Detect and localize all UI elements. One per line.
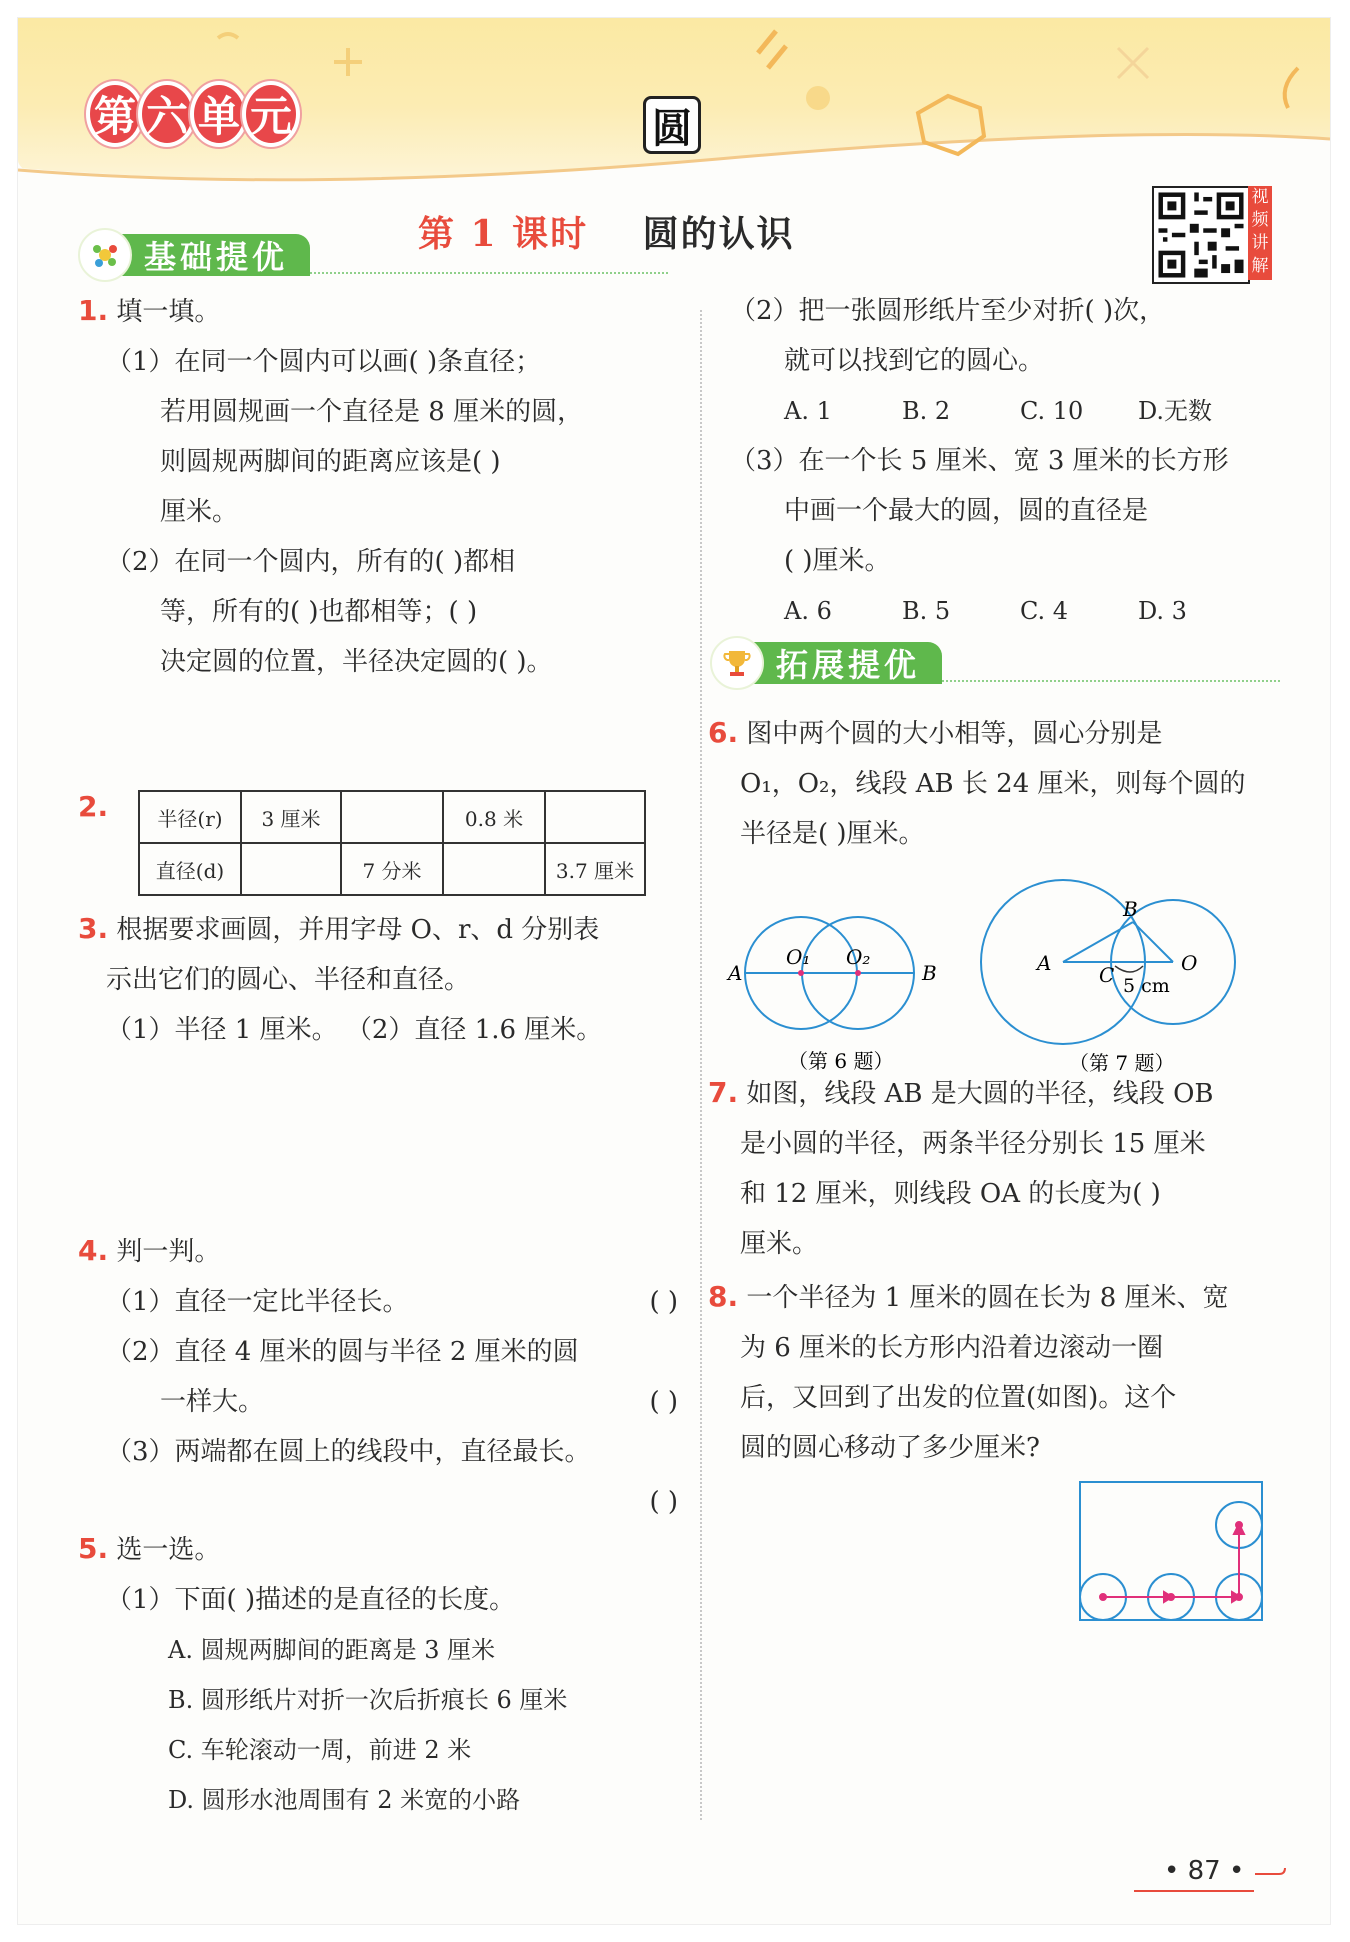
choice-option[interactable]: D. 圆形水池周围有 2 米宽的小路 — [168, 1786, 521, 1814]
table-cell[interactable] — [341, 791, 443, 843]
text-line: 半径是( )厘米。 — [740, 819, 925, 849]
section-basic-header — [78, 232, 668, 278]
label-b: B — [1123, 897, 1138, 921]
question-title: 选一选。 — [116, 1535, 221, 1565]
question-title: 填一填。 — [116, 297, 221, 327]
question-number: 1. — [78, 294, 109, 327]
text-line: （2）在同一个圆内，所有的( )都相 — [106, 547, 516, 577]
choice-option[interactable]: B. 圆形纸片对折一次后折痕长 6 厘米 — [168, 1686, 568, 1714]
radius-diameter-table — [138, 790, 646, 896]
column-divider — [700, 310, 702, 1820]
text-line: （2）把一张圆形纸片至少对折( )次， — [730, 296, 1166, 326]
text-line: 示出它们的圆心、半径和直径。 — [106, 965, 471, 995]
label-b: B — [922, 961, 937, 985]
choice-option[interactable]: D.无数 — [1138, 397, 1213, 425]
text-line: 就可以找到它的圆心。 — [784, 346, 1045, 376]
text-line: （1）在同一个圆内可以画( )条直径； — [106, 347, 542, 377]
text-line: O₁，O₂，线段 AB 长 24 厘米，则每个圆的 — [740, 769, 1246, 799]
unit-badge — [80, 78, 306, 150]
text-line: 图中两个圆的大小相等，圆心分别是 — [746, 719, 1163, 749]
choice-option[interactable]: A. 6 — [784, 597, 832, 625]
page-number-text: • 87 • — [1164, 1856, 1245, 1886]
question-3 — [78, 904, 678, 1055]
answer-paren[interactable]: ( ) — [649, 1387, 678, 1417]
q1-part1 — [78, 337, 678, 687]
text-line: 是小圆的半径，两条半径分别长 15 厘米 — [740, 1129, 1206, 1159]
question-number: 6. — [708, 716, 739, 749]
choice-option[interactable]: B. 2 — [902, 397, 951, 425]
table-cell[interactable] — [443, 843, 545, 895]
qr-code-icon[interactable] — [1152, 186, 1250, 284]
unit-topic: 圆 — [643, 96, 701, 154]
question-8 — [708, 1272, 1288, 1473]
unit-char: 第 — [90, 85, 140, 143]
judge-item: 一样大。 — [160, 1387, 265, 1417]
label-o: O — [1181, 951, 1198, 975]
unit-char: 六 — [142, 85, 192, 143]
question-number: 7. — [708, 1076, 739, 1109]
section-dotted-line — [310, 236, 668, 274]
question-number: 8. — [708, 1280, 739, 1313]
table-row — [139, 843, 645, 895]
flower-icon — [78, 228, 132, 282]
question-5 — [78, 1524, 678, 1825]
label-o2: O₂ — [846, 945, 871, 969]
judge-item: （3）两端都在圆上的线段中，直径最长。 — [106, 1437, 591, 1467]
label-o1: O₁ — [786, 945, 811, 969]
lesson-title: 圆的认识 — [642, 213, 795, 255]
text-line: 根据要求画圆，并用字母 O、r、d 分别表 — [116, 915, 600, 945]
question-title: 判一判。 — [116, 1237, 221, 1267]
unit-char: 元 — [246, 85, 296, 143]
choice-option[interactable]: C. 10 — [1020, 397, 1084, 425]
text-line: 后，又回到了出发的位置(如图)。这个 — [740, 1383, 1177, 1413]
video-explain-tag[interactable] — [1248, 186, 1272, 280]
choice-option[interactable]: A. 圆规两脚间的距离是 3 厘米 — [168, 1636, 496, 1664]
answer-paren[interactable]: ( ) — [649, 1287, 678, 1317]
label-a: A — [728, 961, 743, 985]
choice-option[interactable]: C. 4 — [1020, 597, 1069, 625]
table-cell[interactable] — [241, 843, 341, 895]
text-line: （3）在一个长 5 厘米、宽 3 厘米的长方形 — [730, 446, 1229, 476]
video-tag-char: 频 — [1251, 210, 1269, 230]
table-cell: 3 厘米 — [241, 791, 341, 843]
choice-option[interactable]: D. 3 — [1138, 597, 1187, 625]
text-line: 等，所有的( )也都相等；( ) — [160, 597, 478, 627]
label-c: C — [1099, 963, 1115, 987]
text-line: （1）下面( )描述的是直径的长度。 — [106, 1585, 516, 1615]
question-number: 2. — [78, 790, 109, 823]
question-1 — [78, 286, 678, 687]
question-number: 3. — [78, 912, 109, 945]
table-cell: 7 分米 — [341, 843, 443, 895]
text-line: 圆的圆心移动了多少厘米? — [740, 1433, 1040, 1463]
judge-item: （1）直径一定比半径长。 — [106, 1287, 409, 1317]
section-extend-label: 拓展提优 — [752, 642, 942, 684]
path-arrows — [1100, 1522, 1244, 1602]
label-length: 5 cm — [1123, 975, 1170, 997]
text-line: 和 12 厘米，则线段 OA 的长度为( ) — [740, 1179, 1161, 1209]
label-a: A — [1037, 951, 1052, 975]
question-5-continued — [730, 286, 1290, 636]
worksheet-page — [18, 18, 1330, 1924]
trophy-icon — [710, 636, 764, 690]
question-number: 4. — [78, 1234, 109, 1267]
question-6 — [708, 708, 1288, 859]
lesson-number: 第 1 课时 — [418, 213, 589, 255]
table-cell: 3.7 厘米 — [545, 843, 645, 895]
text-line: 厘米。 — [160, 497, 239, 527]
text-line: 为 6 厘米的长方形内沿着边滚动一圈 — [740, 1333, 1164, 1363]
section-basic-label: 基础提优 — [120, 234, 310, 276]
arrow-deco-icon — [1253, 1862, 1287, 1882]
video-tag-char: 讲 — [1251, 233, 1269, 253]
section-extend-header — [710, 640, 1280, 686]
unit-char: 单 — [194, 85, 244, 143]
table-row — [139, 791, 645, 843]
figure-q6 — [718, 878, 958, 1078]
choice-option[interactable]: C. 车轮滚动一周，前进 2 米 — [168, 1736, 472, 1764]
choice-option[interactable]: B. 5 — [902, 597, 951, 625]
figure-caption: （第 6 题） — [788, 1049, 894, 1073]
segment-ab — [1063, 922, 1133, 962]
text-line: 则圆规两脚间的距离应该是( ) — [160, 447, 501, 477]
figure-q8 — [1076, 1478, 1266, 1626]
center-o2 — [855, 970, 861, 976]
question-7 — [708, 1068, 1288, 1269]
table-cell[interactable] — [545, 791, 645, 843]
judge-item: （2）直径 4 厘米的圆与半径 2 厘米的圆 — [106, 1337, 579, 1367]
choice-option[interactable]: A. 1 — [784, 397, 832, 425]
text-line: 厘米。 — [740, 1229, 819, 1259]
section-dotted-line — [942, 644, 1280, 682]
table-cell: 半径(r) — [139, 791, 241, 843]
center-o1 — [798, 970, 804, 976]
text-line: 中画一个最大的圆，圆的直径是 — [784, 496, 1149, 526]
length-brace — [1115, 966, 1143, 972]
page-number — [1164, 1856, 1287, 1886]
text-line: 若用圆规画一个直径是 8 厘米的圆， — [160, 397, 584, 427]
text-line: （1）半径 1 厘米。 （2）直径 1.6 厘米。 — [106, 1015, 603, 1045]
figure-caption: （第 7 题） — [1069, 1051, 1175, 1075]
table-cell: 0.8 米 — [443, 791, 545, 843]
segment-bo — [1133, 922, 1173, 962]
text-line: 决定圆的位置，半径决定圆的( )。 — [160, 647, 553, 677]
text-line: ( )厘米。 — [784, 546, 891, 576]
table-cell: 直径(d) — [139, 843, 241, 895]
question-number: 5. — [78, 1532, 109, 1565]
question-4 — [78, 1226, 678, 1527]
question-2-number — [78, 782, 108, 833]
answer-paren[interactable]: ( ) — [649, 1487, 678, 1517]
video-tag-char: 视 — [1251, 187, 1269, 207]
text-line: 一个半径为 1 厘米的圆在长为 8 厘米、宽 — [746, 1283, 1229, 1313]
figure-q7 — [973, 870, 1263, 1080]
video-tag-char: 解 — [1251, 256, 1269, 276]
text-line: 如图，线段 AB 是大圆的半径，线段 OB — [746, 1079, 1214, 1109]
footer-underline — [1134, 1890, 1254, 1892]
